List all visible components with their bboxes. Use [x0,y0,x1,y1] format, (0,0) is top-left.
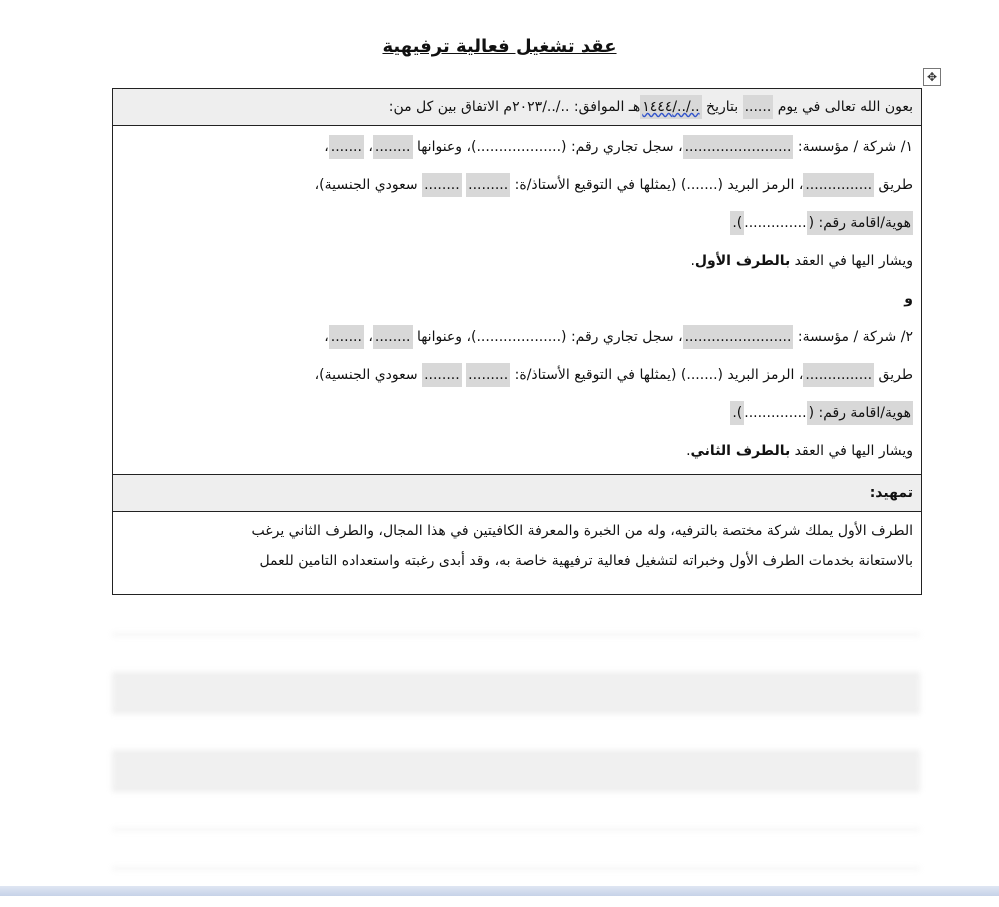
party2-number: ٢/ [896,329,913,345]
party1-zip-field[interactable]: ....... [686,177,718,193]
blurred-document-area [112,596,920,896]
party1-cr-field[interactable]: ................... [476,139,562,155]
party1-address-label: )، وعنوانها [412,139,477,155]
party1-rep-field[interactable]: ......... [466,173,510,197]
party1-rep-label: ) (يمثلها في التوقيع الأستاذ/ة: [510,177,687,193]
party2-sep-2: ، [324,329,329,345]
blurred-row [112,791,920,830]
day-field[interactable]: ...... [743,95,774,119]
party1-period: . [690,253,695,269]
conjunction-line [121,280,913,318]
party2-company-label: شركة / مؤسسة: [793,329,897,345]
party2-name-field[interactable]: ........................ [683,325,794,349]
party1-referred-text: ويشار اليها في العقد [790,253,913,269]
party2-designation: بالطرف الثاني [690,443,791,459]
party1-zip-label: ، الرمز البريد ( [717,177,804,193]
party1-nationality-label: سعودي الجنسية)، [314,177,423,193]
gregorian-date-field[interactable]: ../../٢٠٢٣ [512,99,570,115]
party1-name-field[interactable]: ........................ [683,135,794,159]
party1-line2 [121,166,913,204]
preamble-line-1: الطرف الأول يملك شركة مختصة بالترفيه، وله من الخبرة والمعرفة الكافيتين في هذا المجال، والطرف الثاني يرغب [251,523,913,539]
parties-row [113,126,921,475]
header-text-a: بعون الله تعالى في يوم [773,99,913,115]
party1-designation: بالطرف الأول [694,253,791,269]
move-icon[interactable]: ✥ [923,68,941,86]
party1-id-end: ). [730,211,744,235]
party1-road-label: طريق [874,177,913,193]
blurred-row [112,635,920,674]
blurred-row [112,596,920,635]
party1-address-field-1[interactable]: ........ [373,135,413,159]
party2-rep-label: ) (يمثلها في التوقيع الأستاذ/ة: [510,367,687,383]
party1-id-field[interactable]: .............. [744,215,807,231]
party2-address-field-1[interactable]: ........ [373,325,413,349]
agreement-header-row [113,89,921,126]
party2-address-label: )، وعنوانها [412,329,477,345]
party1-address-field-2[interactable]: ....... [329,135,364,159]
party2-zip-field[interactable]: ....... [686,367,718,383]
party2-line3 [121,394,913,432]
party2-line4 [121,432,913,470]
hijri-date-field[interactable]: ../../١٤٤٤ [640,95,701,119]
preamble-line-2: بالاستعانة بخدمات الطرف الأول وخبراته لتشغيل فعالية ترفيهية خاصة به، وقد أبدى رغبته واستعداده التامين للعمل [259,553,913,569]
party1-cr-label: ، سجل تجاري رقم: ( [561,139,683,155]
blurred-row [112,830,920,869]
party1-id-label: هوية/اقامة رقم: ( [807,211,913,235]
blurred-row [112,674,920,713]
party1-rep-name-field[interactable]: ........ [422,173,462,197]
party2-rep-name-field[interactable]: ........ [422,363,462,387]
party2-sep-1: ، [363,329,373,345]
party1-road-field[interactable]: ............... [803,173,874,197]
party2-road-label: طريق [874,367,913,383]
party2-address-field-2[interactable]: ....... [329,325,364,349]
party2-nationality-label: سعودي الجنسية)، [314,367,423,383]
party2-rep-field[interactable]: ......... [466,363,510,387]
party2-line1 [121,318,913,356]
preamble-title: تمهيد: [113,475,921,512]
party2-cr-field[interactable]: ................... [476,329,562,345]
party1-sep-2: ، [324,139,329,155]
party2-line2 [121,356,913,394]
party2-referred-text: ويشار اليها في العقد [790,443,913,459]
party1-sep-1: ، [363,139,373,155]
blurred-row [112,752,920,791]
header-text-b: بتاريخ [701,99,743,115]
contract-table [112,88,922,595]
party1-number: ١/ [896,139,913,155]
header-text-c: هـ الموافق: [569,99,641,115]
party1-line1 [121,128,913,166]
window-bottom-bar [0,886,999,896]
preamble-paragraph [113,512,921,594]
header-text-d: م الاتفاق بين كل من: [388,99,513,115]
blurred-row [112,713,920,752]
party2-id-field[interactable]: .............. [744,405,807,421]
party2-zip-label: ، الرمز البريد ( [717,367,804,383]
conjunction-text: و [904,291,913,307]
party1-line4 [121,242,913,280]
party1-company-label: شركة / مؤسسة: [793,139,897,155]
party2-id-end: ). [730,401,744,425]
document-title: عقد تشغيل فعالية ترفيهية [382,36,617,57]
party2-road-field[interactable]: ............... [803,363,874,387]
party2-cr-label: ، سجل تجاري رقم: ( [561,329,683,345]
party2-id-label: هوية/اقامة رقم: ( [807,401,913,425]
party1-line3 [121,204,913,242]
party2-period: . [686,443,691,459]
